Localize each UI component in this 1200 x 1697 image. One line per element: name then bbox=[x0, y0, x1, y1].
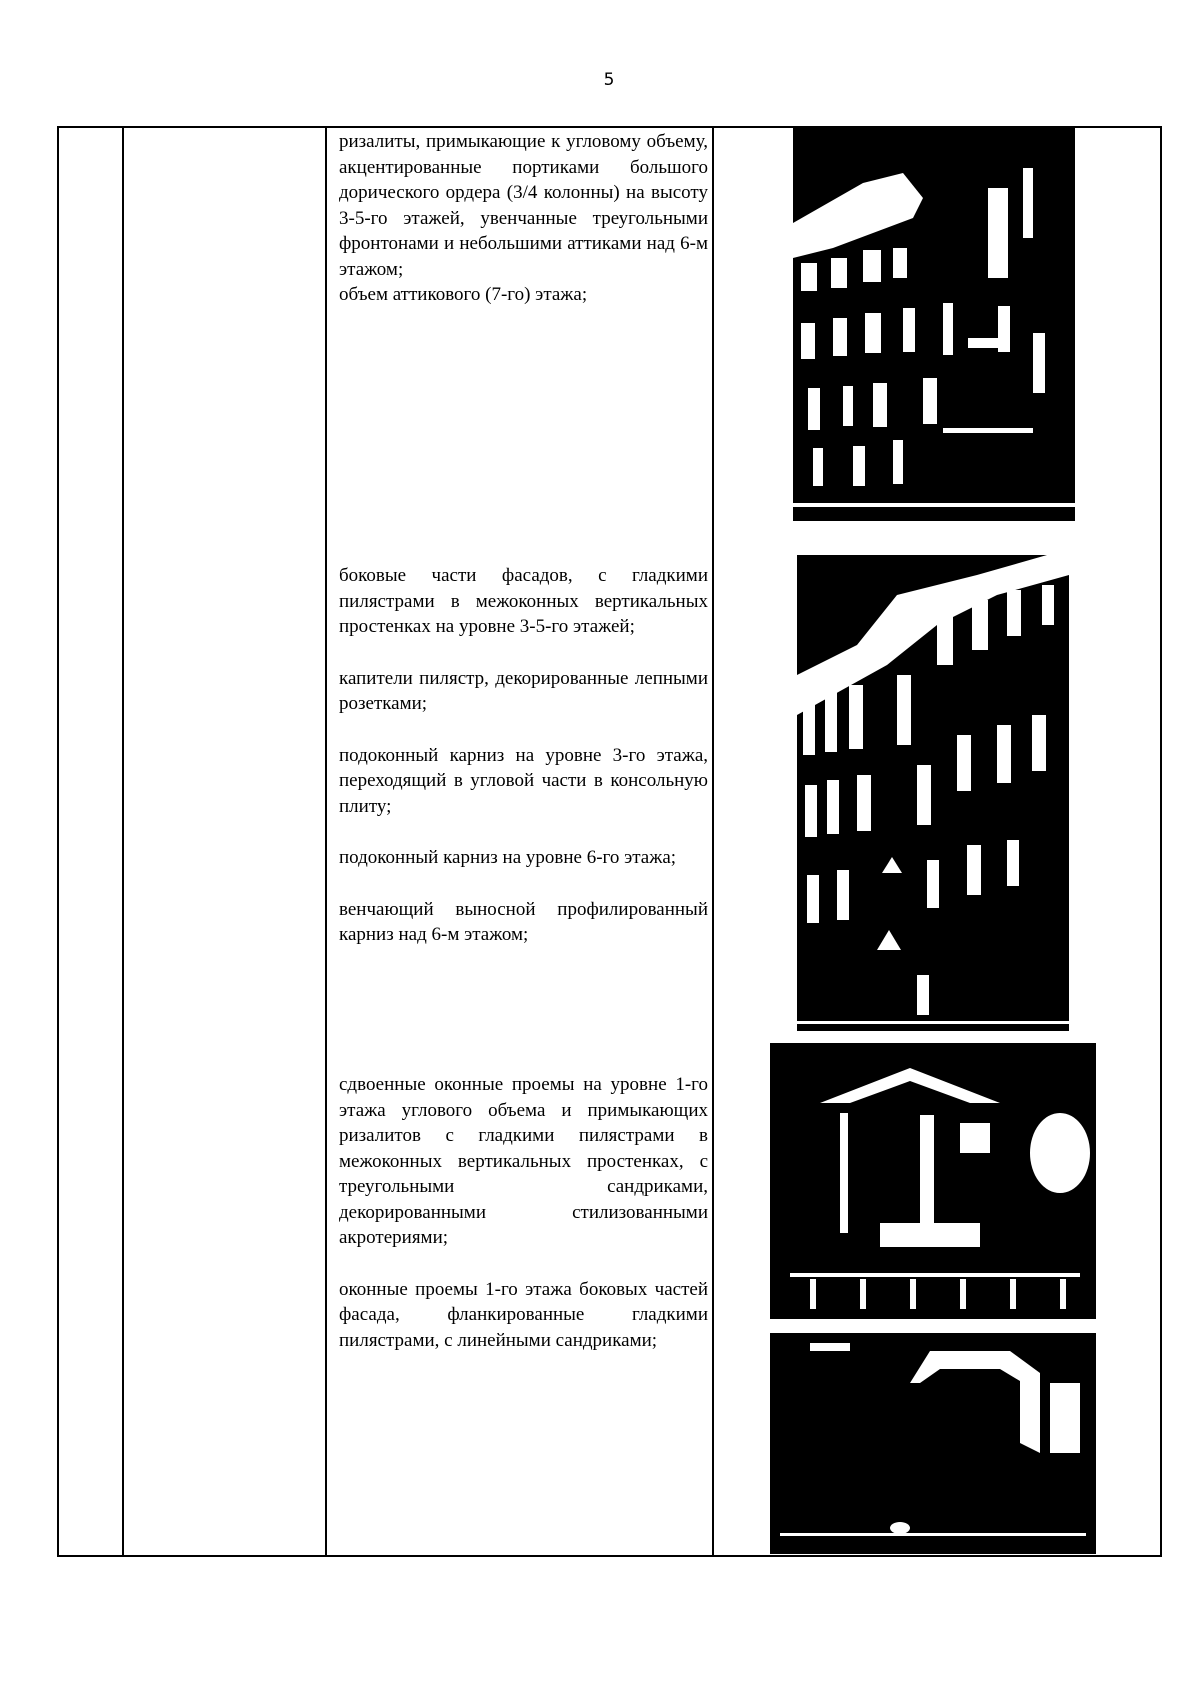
window-sandrik-detail-photo bbox=[770, 1333, 1096, 1554]
list-item: боковые части фасадов, с гладкими пилястрами в межоконных вертикальных простенках на уровне 3-5-го этажей; bbox=[339, 565, 708, 637]
list-item: подоконный карниз на уровне 3-го этажа, переходящий в угловой части в консольную плиту; bbox=[339, 744, 708, 817]
table-border-col4 bbox=[1160, 126, 1162, 1557]
description-group-1 bbox=[339, 129, 708, 308]
list-item: подоконный карниз на уровне 6-го этажа; bbox=[339, 847, 677, 868]
description-group-2 bbox=[339, 563, 708, 948]
table-border-col1 bbox=[122, 126, 124, 1557]
page-number: 5 bbox=[603, 70, 615, 90]
window-pediment-detail-photo bbox=[770, 1043, 1096, 1319]
table-border-col2 bbox=[325, 126, 327, 1557]
list-item: ризалиты, примыкающие к угловому объему, акцентированные портиками большого дорического ордера (3/4 колонны) на высоту 3-5-го этажей, увенчанные треугольными фронтонами и небольшими аттиками над 6-м этажом; bbox=[339, 131, 708, 280]
list-item: капители пилястр, декорированные лепными розетками; bbox=[339, 667, 708, 714]
list-item: объем аттикового (7-го) этажа; bbox=[339, 284, 588, 305]
building-side-facade-photo bbox=[797, 555, 1069, 1031]
list-item: венчающий выносной профилированный карниз над 6-м этажом; bbox=[339, 898, 708, 945]
description-group-3 bbox=[339, 1072, 708, 1353]
table-bottom-border bbox=[57, 1555, 1162, 1557]
building-corner-photo bbox=[793, 128, 1075, 521]
list-item: оконные проемы 1-го этажа боковых частей фасада, фланкированные гладкими пилястрами, с линейными сандриками; bbox=[339, 1278, 708, 1351]
table-border-col0 bbox=[57, 126, 59, 1557]
list-item: сдвоенные оконные проемы на уровне 1-го этажа углового объема и примыкающих ризалитов с гладкими пилястрами в межоконных вертикальных простенках, с треугольными сандриками, декорированными стилизованными акротериями; bbox=[339, 1074, 708, 1248]
table-border-col3 bbox=[712, 126, 714, 1557]
